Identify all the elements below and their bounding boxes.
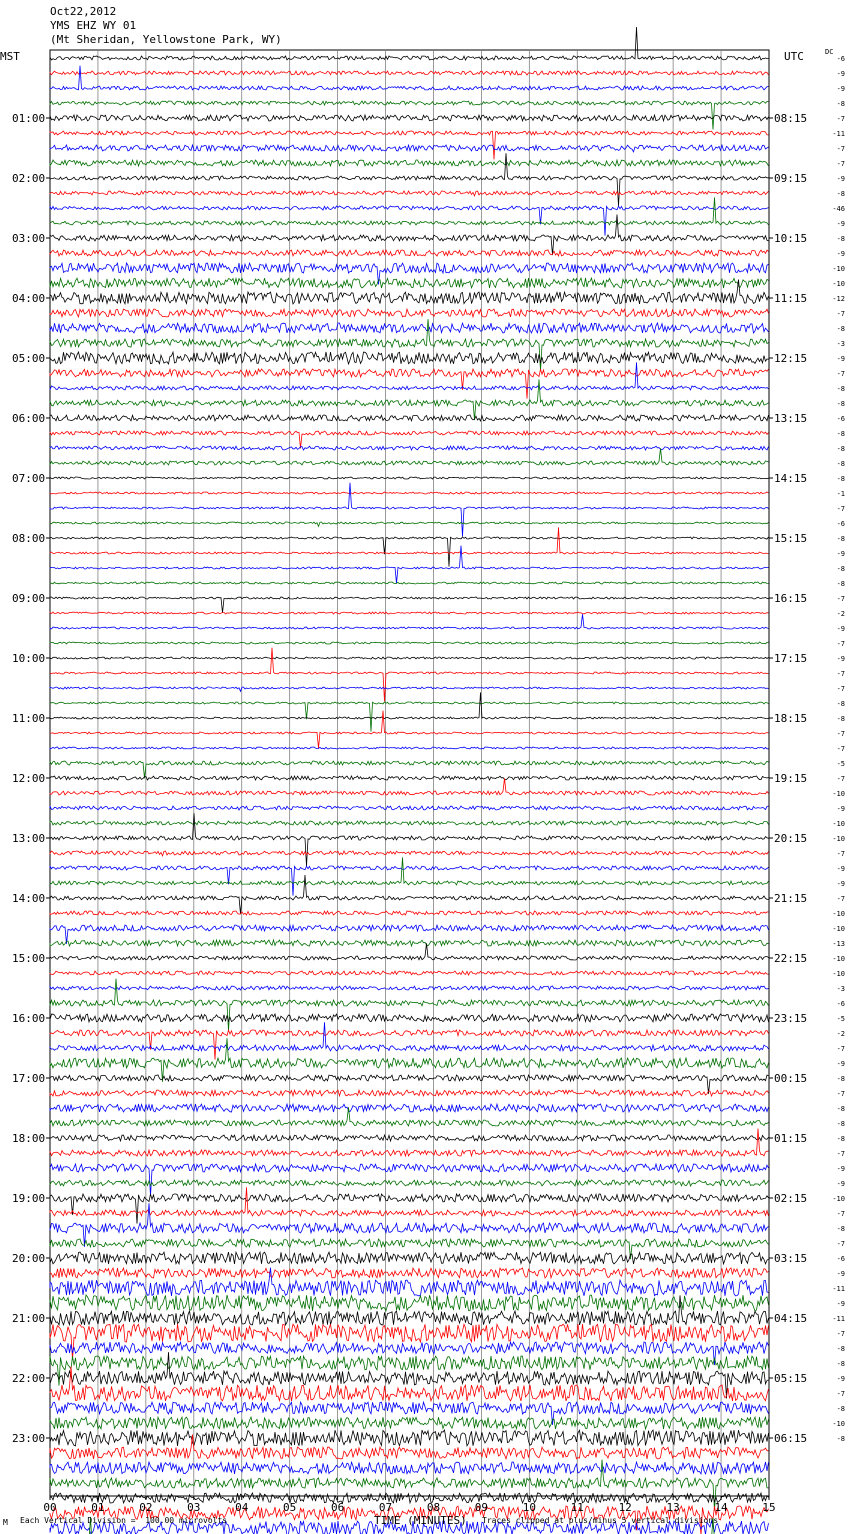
dc-offset-label: -7 [836, 160, 845, 168]
dc-offset-label: -9 [836, 1180, 845, 1188]
x-tick-label: 08 [426, 1501, 441, 1514]
left-hour-label: 10:00 [12, 652, 46, 665]
dc-offset-label: -9 [836, 550, 845, 558]
left-hour-label: 05:00 [12, 352, 46, 365]
dc-offset-label: -8 [836, 1345, 845, 1353]
x-tick-label: 07 [378, 1501, 393, 1514]
dc-offset-label: -10 [832, 970, 845, 978]
dc-offset-label: -8 [836, 100, 845, 108]
left-hour-label: 03:00 [12, 232, 46, 245]
dc-offset-label: -2 [836, 1030, 845, 1038]
seismic-trace [50, 1295, 769, 1325]
dc-offset-label: -10 [832, 1195, 845, 1203]
seismic-trace [50, 1030, 769, 1060]
dc-offset-label: -8 [836, 535, 845, 543]
dc-offset-label: -10 [832, 820, 845, 828]
right-hour-label: 18:15 [774, 712, 808, 725]
dc-offset-label: -9 [836, 70, 845, 78]
seismic-trace [50, 527, 769, 554]
seismic-trace [50, 415, 769, 421]
dc-label: DC [825, 48, 834, 56]
x-tick-label: 06 [330, 1501, 345, 1514]
seismic-trace [50, 477, 769, 479]
seismic-trace [50, 1295, 769, 1311]
left-hour-label: 22:00 [12, 1372, 46, 1385]
dc-offset-label: -1 [836, 490, 845, 498]
seismic-trace [50, 309, 769, 317]
left-hour-label: 17:00 [12, 1072, 46, 1085]
seismic-trace [50, 352, 769, 364]
dc-offset-label: -8 [836, 1120, 845, 1128]
seismic-trace [50, 648, 769, 702]
seismic-trace [50, 1014, 769, 1022]
dc-offset-label: -6 [836, 1000, 845, 1008]
dc-offset-label: -7 [836, 1045, 845, 1053]
x-tick-label: 14 [714, 1501, 728, 1514]
dc-offset-label: -6 [836, 520, 845, 528]
seismic-trace [50, 522, 769, 526]
dc-offset-label: -8 [836, 700, 845, 708]
left-hour-label: 11:00 [12, 712, 46, 725]
seismic-trace [50, 778, 769, 795]
x-tick-label: 02 [139, 1501, 153, 1514]
dc-offset-label: -8 [836, 1135, 845, 1143]
dc-offset-label: -9 [836, 1060, 845, 1068]
right-hour-label: 01:15 [774, 1132, 808, 1145]
dc-offset-label: -6 [836, 55, 845, 63]
right-hour-label: 00:15 [774, 1072, 808, 1085]
seismic-trace [50, 492, 769, 494]
dc-offset-label: -7 [836, 1330, 845, 1338]
seismic-trace [50, 1187, 769, 1216]
seismic-trace [50, 27, 769, 60]
dc-offset-label: -9 [836, 865, 845, 873]
right-hour-label: 15:15 [774, 532, 808, 545]
seismic-trace [50, 761, 769, 778]
footer-mark: M [3, 1518, 8, 1527]
dc-offset-label: -8 [836, 475, 845, 483]
seismic-trace [50, 692, 769, 719]
seismic-trace [50, 657, 769, 659]
dc-offset-label: -8 [836, 190, 845, 198]
dc-offset-label: -7 [836, 310, 845, 318]
left-hour-label: 07:00 [12, 472, 46, 485]
seismic-trace [50, 160, 769, 166]
seismic-trace [50, 66, 769, 90]
station-location: (Mt Sheridan, Yellowstone Park, WY) [50, 33, 282, 46]
seismic-trace [50, 546, 769, 584]
dc-offset-label: -9 [836, 1270, 845, 1278]
seismic-trace [50, 483, 769, 537]
right-hour-label: 19:15 [774, 772, 808, 785]
dc-offset-label: -6 [836, 415, 845, 423]
seismic-trace [50, 71, 769, 75]
seismic-trace [50, 711, 769, 749]
seismic-trace [50, 1324, 769, 1360]
dc-offset-label: -7 [836, 1150, 845, 1158]
left-hour-label: 09:00 [12, 592, 46, 605]
seismic-trace [50, 1252, 769, 1264]
dc-offset-label: -7 [836, 505, 845, 513]
dc-offset-label: -9 [836, 220, 845, 228]
left-hour-label: 06:00 [12, 412, 46, 425]
dc-offset-label: -8 [836, 400, 845, 408]
dc-offset-label: -8 [836, 1105, 845, 1113]
dc-offset-label: -46 [832, 205, 845, 213]
dc-offset-label: -7 [836, 670, 845, 678]
dc-offset-label: -12 [832, 295, 845, 303]
dc-offset-label: -8 [836, 430, 845, 438]
x-tick-label: 04 [235, 1501, 249, 1514]
x-tick-label: 00 [43, 1501, 57, 1514]
clip-note: Traces clipped at plus/minus 5 vertical divisions [482, 1516, 719, 1525]
right-hour-label: 04:15 [774, 1312, 808, 1325]
dc-offset-label: -7 [836, 1390, 845, 1398]
dc-offset-label: -9 [836, 355, 845, 363]
seismic-trace [50, 215, 769, 256]
dc-offset-label: -3 [836, 985, 845, 993]
seismic-trace [50, 1129, 769, 1156]
seismic-trace [50, 1493, 769, 1503]
seismic-trace [50, 614, 769, 629]
dc-offset-label: -8 [836, 715, 845, 723]
recording-date: Oct22,2012 [50, 5, 117, 18]
dc-offset-label: -7 [836, 115, 845, 123]
left-hour-label: 08:00 [12, 532, 46, 545]
seismic-trace [50, 821, 769, 825]
seismic-trace [50, 1430, 769, 1446]
seismic-trace [50, 971, 769, 975]
right-hour-label: 22:15 [774, 952, 808, 965]
left-hour-label: 23:00 [12, 1432, 46, 1445]
dc-offset-label: -10 [832, 1420, 845, 1428]
seismic-trace [50, 866, 769, 896]
x-tick-label: 11 [570, 1501, 584, 1514]
dc-offset-label: -8 [836, 235, 845, 243]
right-hour-label: 03:15 [774, 1252, 808, 1265]
x-tick-label: 09 [474, 1501, 489, 1514]
seismic-trace [50, 197, 769, 225]
seismic-trace [50, 986, 769, 990]
dc-offset-label: -9 [836, 1300, 845, 1308]
dc-offset-label: -9 [836, 880, 845, 888]
seismic-trace [50, 813, 769, 866]
dc-offset-label: -8 [836, 1435, 845, 1443]
seismic-trace [50, 776, 769, 780]
right-hour-label: 06:15 [774, 1432, 808, 1445]
left-hour-label: 04:00 [12, 292, 46, 305]
dc-offset-label: -9 [836, 175, 845, 183]
dc-offset-label: -8 [836, 325, 845, 333]
seismic-trace [50, 911, 769, 915]
dc-offset-label: -10 [832, 265, 845, 273]
dc-offset-label: -10 [832, 835, 845, 843]
x-tick-label: 12 [618, 1501, 632, 1514]
right-hour-label: 09:15 [774, 172, 808, 185]
x-axis-title: TIME (MINUTES) [374, 1514, 467, 1527]
dc-offset-label: -8 [836, 445, 845, 453]
dc-offset-label: -8 [836, 1225, 845, 1233]
seismic-trace [50, 979, 769, 1031]
left-hour-label: 15:00 [12, 952, 46, 965]
dc-offset-label: -5 [836, 760, 845, 768]
seismic-trace [50, 1268, 769, 1278]
seismic-trace [50, 537, 769, 567]
left-hour-label: 21:00 [12, 1312, 46, 1325]
dc-offset-label: -9 [836, 250, 845, 258]
left-hour-label: 20:00 [12, 1252, 46, 1265]
seismic-trace [50, 323, 769, 333]
dc-offset-label: -7 [836, 640, 845, 648]
seismic-trace [50, 612, 769, 614]
dc-offset-label: -5 [836, 1015, 845, 1023]
seismic-trace [50, 642, 769, 644]
dc-offset-label: -8 [836, 385, 845, 393]
seismic-trace [50, 263, 769, 285]
dc-offset-label: -3 [836, 340, 845, 348]
right-hour-label: 11:15 [774, 292, 808, 305]
seismic-trace [50, 278, 769, 288]
dc-offset-label: -8 [836, 460, 845, 468]
left-timezone-label: MST [0, 50, 20, 63]
right-hour-label: 05:15 [774, 1372, 808, 1385]
dc-offset-label: -7 [836, 895, 845, 903]
dc-offset-label: -9 [836, 805, 845, 813]
dc-offset-label: -9 [836, 625, 845, 633]
seismic-trace [50, 747, 769, 749]
seismic-trace [50, 1135, 769, 1141]
x-tick-label: 15 [762, 1501, 776, 1514]
dc-offset-label: -8 [836, 565, 845, 573]
right-hour-label: 16:15 [774, 592, 808, 605]
dc-offset-label: -13 [832, 940, 845, 948]
x-tick-label: 03 [187, 1501, 201, 1514]
dc-offset-label: -11 [832, 1285, 845, 1293]
left-hour-label: 02:00 [12, 172, 46, 185]
dc-offset-label: -8 [836, 1075, 845, 1083]
dc-offset-label: -9 [836, 1165, 845, 1173]
right-timezone-label: UTC [784, 50, 804, 63]
seismic-trace [50, 875, 769, 914]
dc-offset-label: -9 [836, 1375, 845, 1383]
dc-offset-label: -7 [836, 595, 845, 603]
left-hour-label: 16:00 [12, 1012, 46, 1025]
left-hour-label: 01:00 [12, 112, 46, 125]
seismic-trace [50, 1203, 769, 1247]
dc-offset-label: -7 [836, 745, 845, 753]
seismic-trace [50, 380, 769, 421]
dc-offset-label: -7 [836, 850, 845, 858]
right-hour-label: 10:15 [774, 232, 808, 245]
seismic-trace [50, 597, 769, 613]
seismic-trace [50, 145, 769, 152]
right-hour-label: 08:15 [774, 112, 808, 125]
left-hour-label: 13:00 [12, 832, 46, 845]
dc-offset-label: -7 [836, 1090, 845, 1098]
left-hour-label: 19:00 [12, 1192, 46, 1205]
dc-offset-label: -7 [836, 730, 845, 738]
left-hour-label: 14:00 [12, 892, 46, 905]
dc-offset-label: -9 [836, 655, 845, 663]
dc-offset-label: -7 [836, 775, 845, 783]
seismic-trace [50, 1075, 769, 1094]
seismic-trace [50, 1268, 769, 1296]
seismic-trace [50, 1180, 769, 1186]
dc-offset-label: -6 [836, 1255, 845, 1263]
seismic-trace [50, 191, 769, 196]
dc-offset-label: -10 [832, 790, 845, 798]
right-hour-label: 12:15 [774, 352, 808, 365]
dc-offset-label: -8 [836, 1360, 845, 1368]
dc-offset-label: -11 [832, 1315, 845, 1323]
dc-offset-label: -7 [836, 685, 845, 693]
seismic-trace [50, 806, 769, 810]
seismic-trace [50, 1352, 769, 1398]
dc-offset-label: -8 [836, 1405, 845, 1413]
seismic-trace [50, 1104, 769, 1112]
seismic-trace [50, 250, 769, 256]
left-hour-label: 12:00 [12, 772, 46, 785]
dc-offset-label: -8 [836, 580, 845, 588]
dc-offset-label: -7 [836, 1210, 845, 1218]
dc-offset-label: -7 [836, 370, 845, 378]
x-tick-label: 05 [283, 1501, 297, 1514]
right-hour-label: 02:15 [774, 1192, 808, 1205]
seismic-trace [50, 582, 769, 584]
right-hour-label: 14:15 [774, 472, 808, 485]
seismic-trace [50, 943, 769, 960]
dc-offset-label: -10 [832, 910, 845, 918]
seismic-trace [50, 687, 769, 691]
seismic-trace [50, 448, 769, 465]
seismic-trace [50, 1090, 769, 1096]
dc-offset-label: -7 [836, 1240, 845, 1248]
seismic-trace [50, 857, 769, 885]
right-hour-label: 21:15 [774, 892, 808, 905]
seismic-trace [50, 851, 769, 856]
seismic-trace [50, 431, 769, 448]
seismic-trace [50, 115, 769, 121]
scale-note: Each Vertical Division = 100.00 microvolts [20, 1516, 228, 1525]
right-hour-label: 13:15 [774, 412, 808, 425]
left-hour-label: 18:00 [12, 1132, 46, 1145]
x-tick-label: 10 [522, 1501, 536, 1514]
seismic-trace [50, 369, 769, 399]
seismic-trace [50, 940, 769, 946]
dc-offset-label: -7 [836, 145, 845, 153]
dc-offset-label: -9 [836, 85, 845, 93]
x-tick-label: 01 [91, 1501, 105, 1514]
seismic-trace [50, 1194, 769, 1224]
seismic-trace [50, 206, 769, 236]
seismic-trace [50, 1164, 769, 1196]
dc-offset-label: -11 [832, 130, 845, 138]
seismic-trace [50, 1022, 769, 1051]
seismic-trace [50, 1417, 769, 1429]
x-tick-label: 13 [666, 1501, 680, 1514]
dc-offset-label: -10 [832, 925, 845, 933]
dc-offset-label: -2 [836, 610, 845, 618]
station-code: YMS EHZ WY 01 [50, 19, 137, 32]
seismic-trace [50, 1462, 769, 1474]
dc-offset-label: -10 [832, 280, 845, 288]
right-hour-label: 23:15 [774, 1012, 808, 1025]
right-hour-label: 17:15 [774, 652, 808, 665]
right-hour-label: 20:15 [774, 832, 808, 845]
dc-offset-label: -10 [832, 955, 845, 963]
seismic-trace [50, 131, 769, 159]
